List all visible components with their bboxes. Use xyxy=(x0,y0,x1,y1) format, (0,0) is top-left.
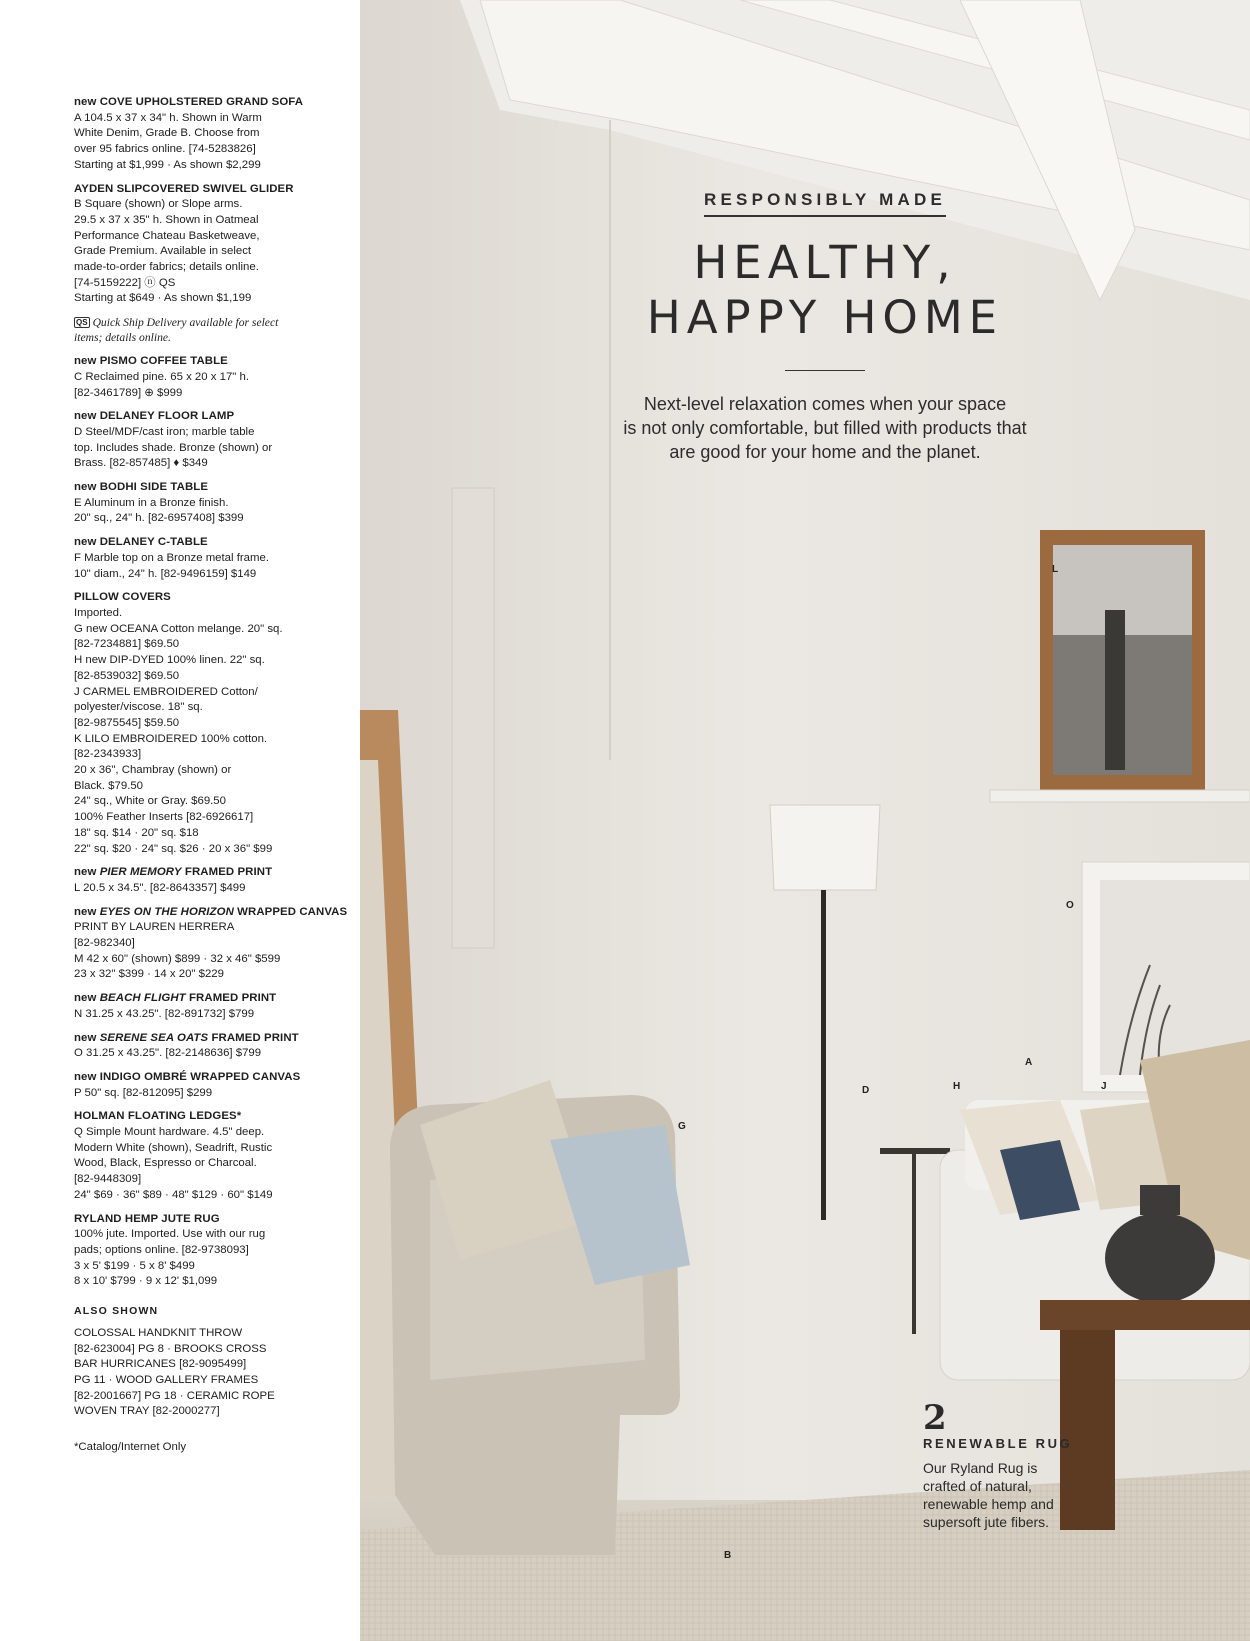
product-name-part: PIER MEMORY xyxy=(99,866,182,879)
product-name-part: DELANEY C-TABLE xyxy=(99,536,208,549)
note-text: items; details online. xyxy=(74,331,171,345)
also-shown-line: WOVEN TRAY [82-2000277] xyxy=(74,1405,220,1418)
catalog-footnote: *Catalog/Internet Only xyxy=(74,1441,187,1454)
callout-body xyxy=(923,1459,1103,1531)
intro-line: Next-level relaxation comes when your space xyxy=(643,394,1007,414)
callout-line: crafted of natural, xyxy=(923,1478,1032,1494)
product-name-part: DELANEY FLOOR LAMP xyxy=(99,410,235,423)
product-detail-line: Starting at $649 · As shown $1,199 xyxy=(74,292,252,305)
product-name xyxy=(74,409,349,425)
product-detail-line: [82-982340] xyxy=(74,937,135,950)
product-detail-line: 8 x 10' $799 · 9 x 12' $1,099 xyxy=(74,1275,218,1288)
product-entry xyxy=(74,590,349,857)
product-name-part: AYDEN SLIPCOVERED SWIVEL GLIDER xyxy=(74,182,294,195)
product-detail-line: [82-3461789] ⊕ $999 xyxy=(74,386,183,399)
product-name xyxy=(74,1212,349,1228)
intro-line: are good for your home and the planet. xyxy=(669,442,981,462)
product-name xyxy=(74,354,349,370)
product-detail-line: 24" sq., White or Gray. $69.50 xyxy=(74,795,226,808)
product-detail-line: 100% jute. Imported. Use with our rug xyxy=(74,1228,266,1241)
product-detail-line: 23 x 32" $399 · 14 x 20" $229 xyxy=(74,968,224,981)
product-entry xyxy=(74,1031,349,1062)
product-detail-line: Modern White (shown), Seadrift, Rustic xyxy=(74,1141,273,1154)
product-name-part: BODHI SIDE TABLE xyxy=(99,481,209,494)
product-detail-line: Wood, Black, Espresso or Charcoal. xyxy=(74,1157,257,1170)
product-detail-line: B Square (shown) or Slope arms. xyxy=(74,198,243,211)
tag-l: L xyxy=(1052,564,1059,575)
product-name xyxy=(74,905,349,921)
product-detail-line: [82-7234881] $69.50 xyxy=(74,638,180,651)
product-name xyxy=(74,182,349,198)
product-detail-line: 100% Feather Inserts [82-6926617] xyxy=(74,811,254,824)
product-detail-line: Grade Premium. Available in select xyxy=(74,245,252,258)
product-detail-line: 18" sq. $14 · 20" sq. $18 xyxy=(74,826,199,839)
product-entry xyxy=(74,1109,349,1203)
product-detail-line: P 50" sq. [82-812095] $299 xyxy=(74,1086,213,1099)
product-detail-line: F Marble top on a Bronze metal frame. xyxy=(74,551,269,564)
product-entry xyxy=(74,354,349,401)
intro-line: is not only comfortable, but filled with products that xyxy=(623,418,1027,438)
product-entry xyxy=(74,409,349,472)
product-name xyxy=(74,480,349,496)
floor-lamp-shade xyxy=(770,805,880,890)
product-name xyxy=(74,535,349,551)
also-shown-line: [82-623004] PG 8 · BROOKS CROSS xyxy=(74,1342,267,1355)
new-flag: new xyxy=(74,905,100,918)
product-detail-line: A 104.5 x 37 x 34" h. Shown in Warm xyxy=(74,111,262,124)
product-detail-line: K LILO EMBROIDERED 100% cotton. xyxy=(74,732,268,745)
note-text: Quick Ship Delivery available for select xyxy=(92,316,279,330)
tag-j: J xyxy=(1101,1081,1107,1092)
callout-line: renewable hemp and xyxy=(923,1496,1054,1512)
tag-g: G xyxy=(678,1121,686,1132)
product-name xyxy=(74,95,349,111)
product-name xyxy=(74,865,349,881)
product-name-part: FRAMED PRINT xyxy=(208,1031,299,1044)
also-shown-heading: ALSO SHOWN xyxy=(74,1305,159,1318)
product-detail-line: 29.5 x 37 x 35" h. Shown in Oatmeal xyxy=(74,213,259,226)
callout-number: 2 xyxy=(923,1398,947,1438)
intro-paragraph xyxy=(570,392,1080,464)
product-detail-line: top. Includes shade. Bronze (shown) or xyxy=(74,441,273,454)
floating-ledge xyxy=(990,790,1250,802)
headline-line-1: HEALTHY, xyxy=(693,236,957,289)
product-detail-line: Black. $79.50 xyxy=(74,779,144,792)
product-name xyxy=(74,590,349,606)
product-detail-line: over 95 fabrics online. [74-5283826] xyxy=(74,143,256,156)
product-entry xyxy=(74,865,349,896)
product-name-part: WRAPPED CANVAS xyxy=(233,905,348,918)
product-detail-line: O 31.25 x 43.25". [82-2148636] $799 xyxy=(74,1047,262,1060)
product-name xyxy=(74,1031,349,1047)
product-name-part: HOLMAN FLOATING LEDGES* xyxy=(74,1110,242,1123)
floor-lamp-pole xyxy=(821,890,826,1220)
product-detail-line: Q Simple Mount hardware. 4.5" deep. xyxy=(74,1126,265,1139)
product-detail-line: 20 x 36", Chambray (shown) or xyxy=(74,764,232,777)
product-entry xyxy=(74,182,349,308)
product-detail-line: M 42 x 60" (shown) $899 · 32 x 46" $599 xyxy=(74,952,281,965)
product-name-part: FRAMED PRINT xyxy=(185,992,277,1005)
product-name xyxy=(74,991,349,1007)
headline-block xyxy=(570,190,1080,464)
product-name-part: PISMO COFFEE TABLE xyxy=(99,355,228,368)
product-entry xyxy=(74,480,349,527)
new-flag: new xyxy=(74,410,100,423)
product-detail-line: Performance Chateau Basketweave, xyxy=(74,229,260,242)
product-detail-line: 22" sq. $20 · 24" sq. $26 · 20 x 36" $99 xyxy=(74,842,273,855)
new-flag: new xyxy=(74,1070,100,1083)
product-name-part: INDIGO OMBRÉ WRAPPED CANVAS xyxy=(99,1070,301,1083)
product-name-part: RYLAND HEMP JUTE RUG xyxy=(74,1212,220,1225)
new-flag: new xyxy=(74,355,100,368)
eyebrow-title: RESPONSIBLY MADE xyxy=(704,190,946,217)
product-detail-line: Brass. [82-857485] ♦ $349 xyxy=(74,457,208,470)
product-detail-line: [74-5159222] ⓝ QS xyxy=(74,276,176,289)
new-flag: new xyxy=(74,866,100,879)
product-name-part: EYES ON THE HORIZON xyxy=(99,905,234,918)
product-detail-line: 3 x 5' $199 · 5 x 8' $499 xyxy=(74,1259,195,1272)
product-detail-line: [82-9448309] xyxy=(74,1173,142,1186)
product-detail-line: 24" $69 · 36" $89 · 48" $129 · 60" $149 xyxy=(74,1188,273,1201)
product-name-part: BEACH FLIGHT xyxy=(99,992,186,1005)
product-detail-line: L 20.5 x 34.5". [82-8643357] $499 xyxy=(74,881,246,894)
product-detail-line: G new OCEANA Cotton melange. 20" sq. xyxy=(74,622,283,635)
product-name xyxy=(74,1109,349,1125)
product-detail-line: Imported. xyxy=(74,606,123,619)
tag-b: B xyxy=(724,1550,732,1561)
also-shown-line: COLOSSAL HANDKNIT THROW xyxy=(74,1326,243,1339)
product-detail-line: White Denim, Grade B. Choose from xyxy=(74,127,260,140)
tag-h: H xyxy=(953,1081,961,1092)
callout-line: supersoft jute fibers. xyxy=(923,1514,1050,1530)
product-name-part: SERENE SEA OATS xyxy=(99,1031,209,1044)
quick-ship-note xyxy=(74,315,349,345)
product-detail-line: 20" sq., 24" h. [82-6957408] $399 xyxy=(74,512,244,525)
product-detail-line: [82-8539032] $69.50 xyxy=(74,669,180,682)
callout-title: RENEWABLE RUG xyxy=(923,1436,1073,1451)
ceramic-vase xyxy=(1105,1213,1215,1303)
product-entry xyxy=(74,1070,349,1101)
product-detail-line: H new DIP-DYED 100% linen. 22" sq. xyxy=(74,654,265,667)
new-flag: new xyxy=(74,96,100,108)
product-detail-line: D Steel/MDF/cast iron; marble table xyxy=(74,425,255,438)
tag-o: O xyxy=(1066,900,1074,911)
product-detail-line: 10" diam., 24" h. [82-9496159] $149 xyxy=(74,567,257,580)
product-detail-line: polyester/viscose. 18" sq. xyxy=(74,701,203,714)
product-detail-line: [82-9875545] $59.50 xyxy=(74,716,180,729)
also-shown-line: [82-2001667] PG 18 · CERAMIC ROPE xyxy=(74,1389,275,1402)
product-detail-line: pads; options online. [82-9738093] xyxy=(74,1244,249,1256)
product-detail-line: C Reclaimed pine. 65 x 20 x 17" h. xyxy=(74,370,249,383)
new-flag: new xyxy=(74,992,100,1005)
product-entry xyxy=(74,1212,349,1291)
product-list xyxy=(74,95,349,1456)
product-name xyxy=(74,1070,349,1086)
product-entry xyxy=(74,535,349,582)
new-flag: new xyxy=(74,1031,100,1044)
also-shown-line: BAR HURRICANES [82-9095499] xyxy=(74,1358,247,1371)
quick-ship-badge: QS xyxy=(76,318,88,328)
callout-line: Our Ryland Rug is xyxy=(923,1460,1038,1476)
product-name-part: FRAMED PRINT xyxy=(181,866,273,879)
product-detail-line: made-to-order fabrics; details online. xyxy=(74,261,259,274)
coffee-table xyxy=(1040,1300,1250,1330)
product-detail-line: PRINT BY LAUREN HERRERA xyxy=(74,921,235,934)
headline-line-2: HAPPY HOME xyxy=(646,291,1004,344)
product-detail-line: J CARMEL EMBROIDERED Cotton/ xyxy=(74,685,258,698)
product-entry xyxy=(74,991,349,1022)
product-name-part: COVE UPHOLSTERED GRAND SOFA xyxy=(99,96,304,108)
product-name-part: PILLOW COVERS xyxy=(74,591,171,604)
tag-a: A xyxy=(1025,1057,1033,1068)
product-detail-line: E Aluminum in a Bronze finish. xyxy=(74,496,229,509)
renewable-rug-callout xyxy=(923,1398,1103,1531)
tag-d: D xyxy=(862,1085,870,1096)
new-flag: new xyxy=(74,481,100,494)
product-entry xyxy=(74,95,349,174)
product-entry xyxy=(74,905,349,984)
new-flag: new xyxy=(74,536,100,549)
product-details-column xyxy=(0,0,360,1641)
product-detail-line: N 31.25 x 43.25". [82-891732] $799 xyxy=(74,1007,255,1020)
product-detail-line: Starting at $1,999 · As shown $2,299 xyxy=(74,158,261,171)
also-shown-line: PG 11 · WOOD GALLERY FRAMES xyxy=(74,1373,259,1386)
product-detail-line: [82-2343933] xyxy=(74,748,142,761)
divider xyxy=(785,370,865,371)
